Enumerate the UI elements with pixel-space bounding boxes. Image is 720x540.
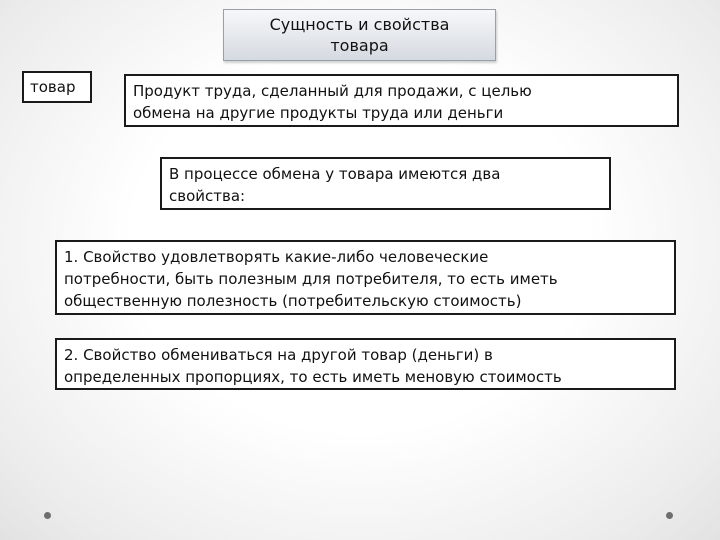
property-1-line-3: общественную полезность (потребительскую стоимость) <box>64 292 522 310</box>
term-label: товар <box>30 78 76 96</box>
definition-box <box>124 74 679 127</box>
intro-line-1: В процессе обмена у товара имеются два <box>169 165 501 183</box>
definition-line-1: Продукт труда, сделанный для продажи, с целью <box>133 82 532 100</box>
term-box <box>22 71 92 103</box>
decorative-dot-left <box>44 512 51 519</box>
property-1-line-1: 1. Свойство удовлетворять какие-либо человеческие <box>64 248 489 266</box>
definition-line-2: обмена на другие продукты труда или деньги <box>133 104 504 122</box>
property-2-box <box>55 338 676 390</box>
slide-title <box>223 9 496 61</box>
decorative-dot-right <box>666 512 673 519</box>
property-1-box <box>55 240 676 315</box>
property-2-line-2: определенных пропорциях, то есть иметь меновую стоимость <box>64 368 562 386</box>
property-1-line-2: потребности, быть полезным для потребителя, то есть иметь <box>64 270 558 288</box>
slide-title-line-1: Сущность и свойства <box>269 15 450 34</box>
property-2-line-1: 2. Свойство обмениваться на другой товар (деньги) в <box>64 346 493 364</box>
slide-title-line-2: товара <box>330 36 389 55</box>
intro-line-2: свойства: <box>169 187 246 205</box>
properties-intro-box <box>160 157 611 210</box>
